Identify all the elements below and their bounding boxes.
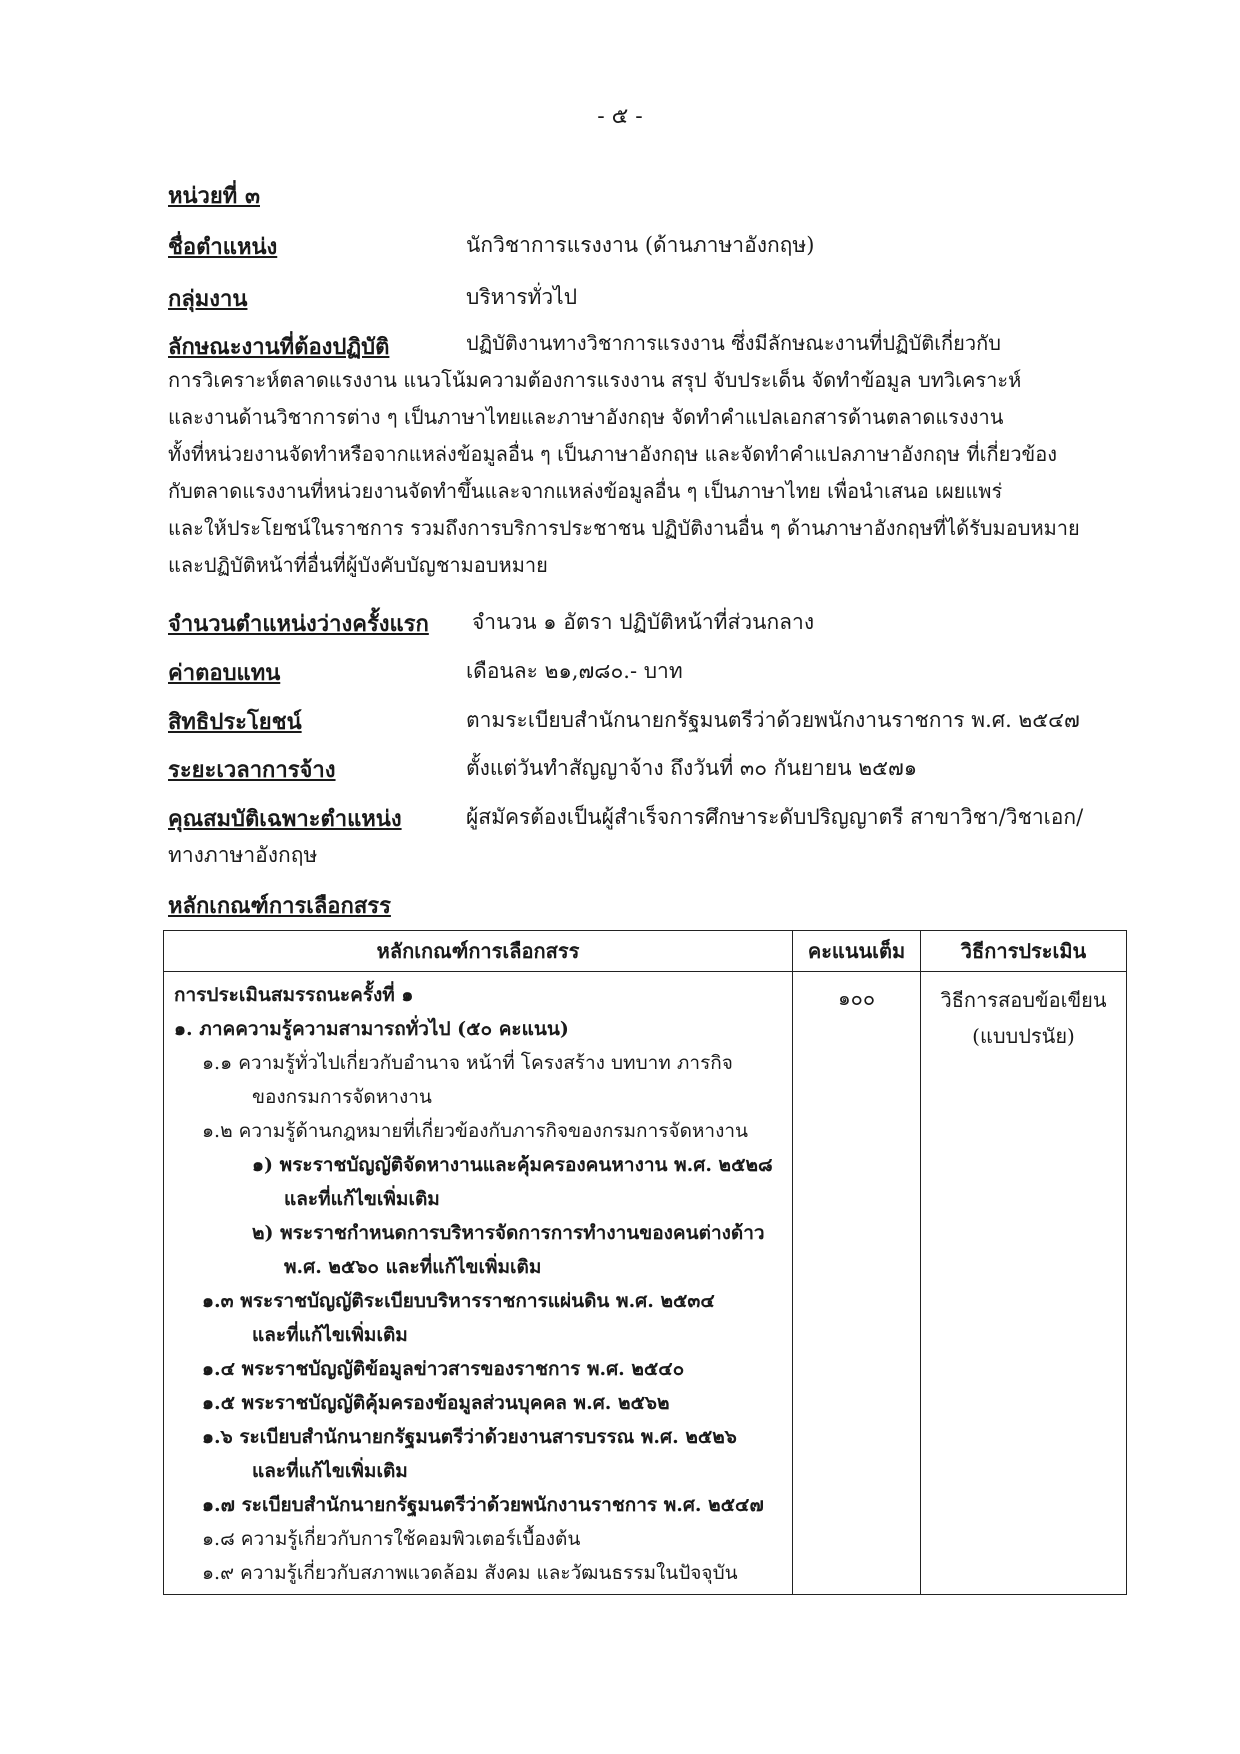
- unit-heading: หน่วยที่ ๓: [168, 183, 260, 209]
- criteria-item: และที่แก้ไขเพิ่มเติม: [284, 1188, 440, 1210]
- criteria-cell: [164, 972, 793, 1595]
- score-cell: [793, 972, 921, 1595]
- criteria-item: พ.ศ. ๒๕๖๐ และที่แก้ไขเพิ่มเติม: [284, 1256, 542, 1278]
- criteria-item: ๑.๕ พระราชบัญญัติคุ้มครองข้อมูลส่วนบุคคล พ.ศ. ๒๕๖๒: [202, 1392, 670, 1414]
- table-header-row: [164, 931, 1127, 972]
- criteria-item: การประเมินสมรรถนะครั้งที่ ๑: [174, 984, 414, 1006]
- duty-label: ลักษณะงานที่ต้องปฏิบัติ: [168, 334, 390, 360]
- criteria-item: ๑. ภาคความรู้ความสามารถทั่วไป (๕๐ คะแนน): [174, 1018, 569, 1040]
- duty-line: และงานด้านวิชาการต่าง ๆ เป็นภาษาไทยและภาษาอังกฤษ จัดทำคำแปลเอกสารด้านตลาดแรงงาน: [168, 405, 1004, 429]
- vacancy-value: จำนวน ๑ อัตรา ปฏิบัติหน้าที่ส่วนกลาง: [472, 610, 815, 634]
- qualification-continuation: ทางภาษาอังกฤษ: [168, 843, 318, 867]
- header-full-score: คะแนนเต็ม: [793, 931, 921, 972]
- position-label: ชื่อตำแหน่ง: [168, 234, 278, 260]
- page-number: - ๕ -: [597, 104, 643, 129]
- period-label: ระยะเวลาการจ้าง: [168, 757, 336, 783]
- qualification-label: คุณสมบัติเฉพาะตำแหน่ง: [168, 806, 402, 832]
- vacancy-label: จำนวนตำแหน่งว่างครั้งแรก: [168, 611, 429, 637]
- criteria-item: ๑.๔ พระราชบัญญัติข้อมูลข่าวสารของราชการ พ.ศ. ๒๕๔๐: [202, 1358, 685, 1380]
- criteria-item: ๑.๙ ความรู้เกี่ยวกับสภาพแวดล้อม สังคม และวัฒนธรรมในปัจจุบัน: [202, 1562, 738, 1584]
- duty-line: กับตลาดแรงงานที่หน่วยงานจัดทำขึ้นและจากแหล่งข้อมูลอื่น ๆ เป็นภาษาไทย เพื่อนำเสนอ เผยแพร่: [168, 479, 1003, 503]
- duty-line: การวิเคราะห์ตลาดแรงงาน แนวโน้มความต้องการแรงงาน สรุป จับประเด็น จัดทำข้อมูล บทวิเคราะห์: [168, 368, 1022, 392]
- duty-line: และปฏิบัติหน้าที่อื่นที่ผู้บังคับบัญชามอบหมาย: [168, 553, 548, 577]
- criteria-item: ๑.๒ ความรู้ด้านกฎหมายที่เกี่ยวข้องกับภารกิจของกรมการจัดหางาน: [202, 1120, 749, 1142]
- header-criteria: หลักเกณฑ์การเลือกสรร: [164, 931, 793, 972]
- criteria-item: ๑) พระราชบัญญัติจัดหางานและคุ้มครองคนหางาน พ.ศ. ๒๕๒๘: [252, 1154, 773, 1176]
- duty-paragraph: [168, 325, 1120, 584]
- criteria-item: ๑.๗ ระเบียบสำนักนายกรัฐมนตรีว่าด้วยพนักงานราชการ พ.ศ. ๒๕๔๗: [202, 1494, 764, 1516]
- method-cell: [921, 972, 1127, 1595]
- salary-label: ค่าตอบแทน: [168, 660, 281, 686]
- criteria-item: และที่แก้ไขเพิ่มเติม: [252, 1460, 408, 1482]
- duty-line: ปฏิบัติงานทางวิชาการแรงงาน ซึ่งมีลักษณะงานที่ปฏิบัติเกี่ยวกับ: [466, 331, 1001, 355]
- method-line: วิธีการสอบข้อเขียน: [940, 988, 1107, 1012]
- header-method: วิธีการประเมิน: [921, 931, 1127, 972]
- table-row: [164, 972, 1127, 1595]
- period-value: ตั้งแต่วันทำสัญญาจ้าง ถึงวันที่ ๓๐ กันยายน ๒๕๗๑: [466, 756, 918, 780]
- criteria-item: ๑.๖ ระเบียบสำนักนายกรัฐมนตรีว่าด้วยงานสารบรรณ พ.ศ. ๒๕๒๖: [202, 1426, 737, 1448]
- full-score-value: ๑๐๐: [837, 986, 876, 1010]
- group-label: กลุ่มงาน: [168, 286, 248, 312]
- criteria-table: [163, 930, 1127, 1595]
- salary-value: เดือนละ ๒๑,๗๘๐.- บาท: [466, 659, 683, 683]
- benefit-value: ตามระเบียบสำนักนายกรัฐมนตรีว่าด้วยพนักงานราชการ พ.ศ. ๒๕๔๗: [466, 708, 1080, 732]
- method-line: (แบบปรนัย): [972, 1024, 1075, 1048]
- benefit-label: สิทธิประโยชน์: [168, 709, 302, 735]
- criteria-item: ๒) พระราชกำหนดการบริหารจัดการการทำงานของคนต่างด้าว: [252, 1222, 765, 1244]
- criteria-item: ของกรมการจัดหางาน: [252, 1086, 432, 1108]
- group-value: บริหารทั่วไป: [466, 285, 578, 309]
- duty-line: และให้ประโยชน์ในราชการ รวมถึงการบริการประชาชน ปฏิบัติงานอื่น ๆ ด้านภาษาอังกฤษที่ได้รับมอบหมาย: [168, 516, 1080, 540]
- criteria-item: และที่แก้ไขเพิ่มเติม: [252, 1324, 408, 1346]
- duty-line: ทั้งที่หน่วยงานจัดทำหรือจากแหล่งข้อมูลอื่น ๆ เป็นภาษาอังกฤษ และจัดทำคำแปลภาษาอังกฤษ ที่เกี่ยวข้อง: [168, 442, 1058, 466]
- criteria-heading: หลักเกณฑ์การเลือกสรร: [168, 893, 391, 919]
- criteria-item: ๑.๘ ความรู้เกี่ยวกับการใช้คอมพิวเตอร์เบื้องต้น: [202, 1528, 581, 1550]
- criteria-item: ๑.๑ ความรู้ทั่วไปเกี่ยวกับอำนาจ หน้าที่ โครงสร้าง บทบาท ภารกิจ: [202, 1052, 733, 1074]
- criteria-item: ๑.๓ พระราชบัญญัติระเบียบบริหารราชการแผ่นดิน พ.ศ. ๒๕๓๔: [202, 1290, 715, 1312]
- position-value: นักวิชาการแรงงาน (ด้านภาษาอังกฤษ): [466, 233, 815, 257]
- qualification-value: ผู้สมัครต้องเป็นผู้สำเร็จการศึกษาระดับปริญญาตรี สาขาวิชา/วิชาเอก/: [466, 805, 1084, 829]
